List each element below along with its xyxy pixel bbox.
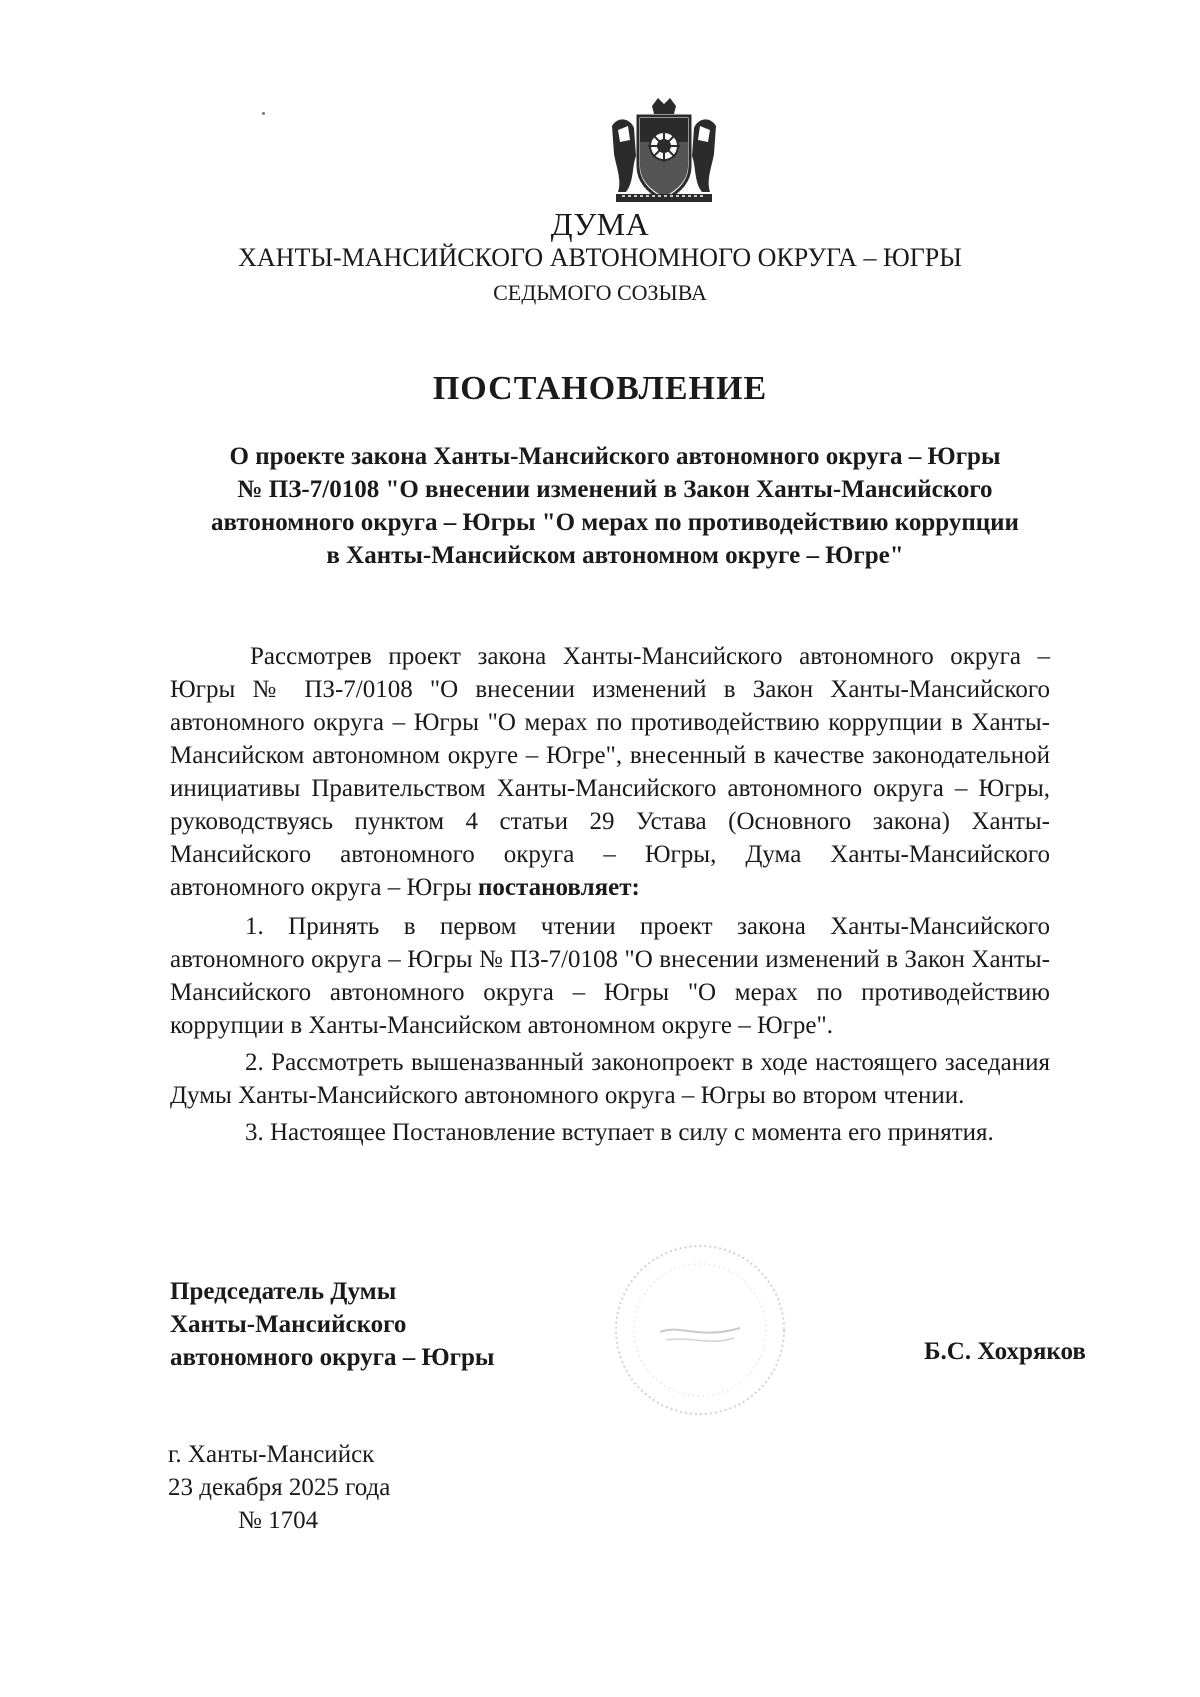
organization-convocation: СЕДЬМОГО СОЗЫВА [493, 280, 707, 305]
organization-name: ДУМА [550, 206, 650, 242]
document-type-heading: ПОСТАНОВЛЕНИЕ [432, 370, 768, 407]
preamble-paragraph [170, 640, 1050, 904]
signer-position-line: Председатель Думы [170, 1278, 397, 1305]
document-number: № 1704 [238, 1507, 319, 1534]
signer-position-line: Ханты-Мансийского [170, 1311, 407, 1338]
document-subject [170, 440, 1060, 572]
signer-name: Б.С. Хохряков [924, 1338, 1086, 1365]
coat-of-arms-emblem [608, 96, 720, 208]
city: г. Ханты-Мансийск [168, 1441, 375, 1468]
official-seal [610, 1240, 790, 1420]
resolution-items [170, 910, 1050, 1153]
resolution-item: 2. Рассмотреть вышеназванный законопроект в ходе настоящего заседания Думы Ханты-Мансийского автономного округа – Югры во втором чтении. [170, 1049, 1050, 1109]
resolution-item: 3. Настоящее Постановление вступает в силу с момента его принятия. [245, 1119, 994, 1146]
preamble-resolves: постановляет: [478, 874, 640, 901]
signer-position-line: автономного округа – Югры [170, 1344, 495, 1371]
organization-region: ХАНТЫ-МАНСИЙСКОГО АВТОНОМНОГО ОКРУГА – ЮГРЫ [238, 243, 962, 272]
preamble-text: Рассмотрев проект закона Ханты-Мансийского автономного округа – Югры № ПЗ-7/0108 "О внесении изменений в Закон Ханты-Мансийского автономного округа – Югры "О мерах по противодействию коррупции в Ханты-Мансийском автономном округе – Югре", внесенный в качестве законодательной инициативы Правительством Ханты-Мансийского автономного округа – Югры, руководствуясь пунктом 4 статьи 29 Устава (Основного закона) Ханты-Мансийского автономного округа – Югры, Дума Ханты-Мансийского автономного округа – Югры [170, 643, 1050, 901]
date: 23 декабря 2025 года [168, 1474, 391, 1501]
signer-position [170, 1275, 494, 1374]
subject-line: автономного округа – Югры "О мерах по противодействию коррупции [211, 509, 1019, 536]
document-place-date [168, 1438, 390, 1537]
subject-line: в Ханты-Мансийском автономном округе – Югре" [326, 542, 904, 569]
scan-speck [262, 112, 265, 115]
resolution-item: 1. Принять в первом чтении проект закона Ханты-Мансийского автономного округа – Югры № ПЗ-7/0108 "О внесении изменений в Закон Ханты-Мансийского автономного округа – Югры "О мерах по противодействию коррупции в Ханты-Мансийском автономном округе – Югре". [170, 913, 1050, 1039]
subject-line: О проекте закона Ханты-Мансийского автономного округа – Югры [229, 443, 1001, 470]
subject-line: № ПЗ-7/0108 "О внесении изменений в Закон Ханты-Мансийского [237, 476, 993, 503]
